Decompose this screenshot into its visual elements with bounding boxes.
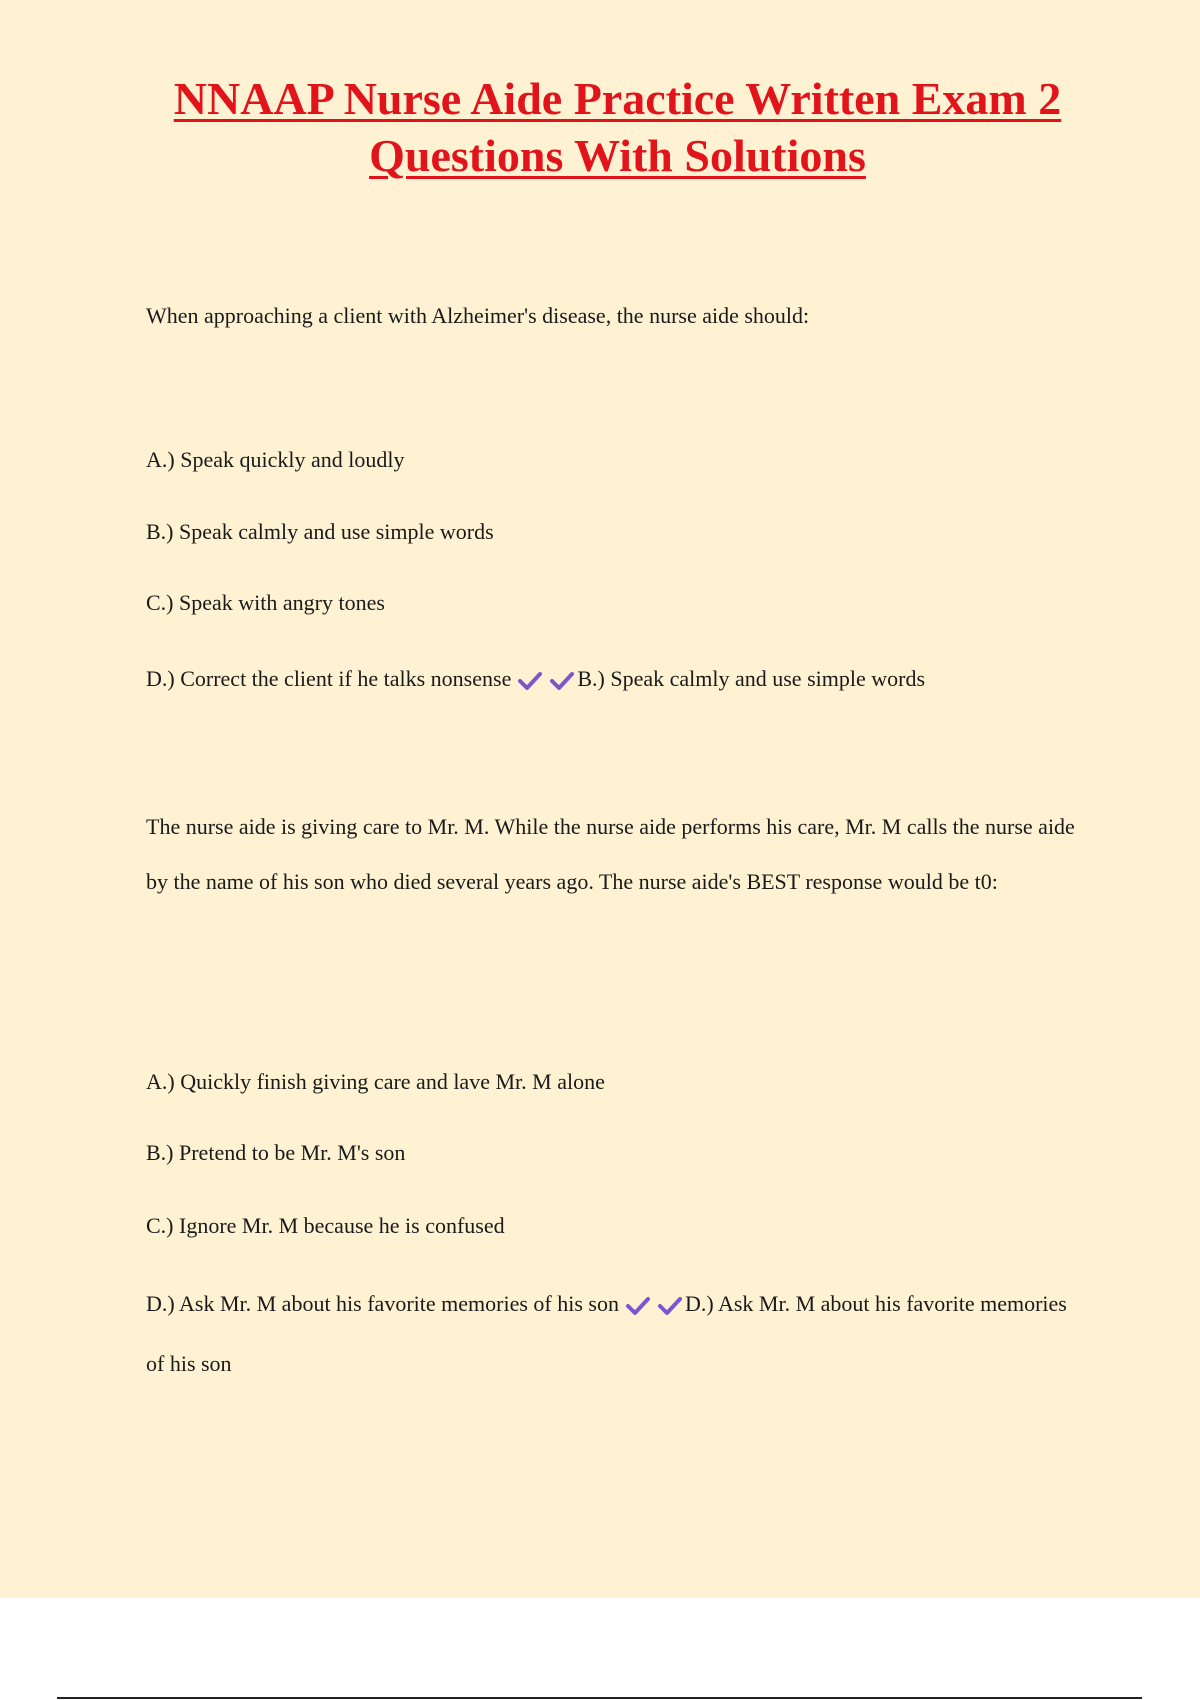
question-2-option-d-row: [146, 1274, 1076, 1394]
check-icon: [549, 671, 575, 691]
question-2-answer: D.) Ask Mr. M about his favorite memories of his son: [146, 1291, 1067, 1376]
question-1-option-c: C.) Speak with angry tones: [146, 590, 385, 615]
document-title: NNAAP Nurse Aide Practice Written Exam 2 Questions With Solutions: [173, 73, 1062, 181]
question-2-option-d: D.) Ask Mr. M about his favorite memories of his son: [146, 1291, 619, 1316]
question-2-option-a: A.) Quickly finish giving care and lave Mr. M alone: [146, 1069, 605, 1094]
check-icon: [625, 1296, 651, 1316]
question-1-option-a: A.) Speak quickly and loudly: [146, 447, 405, 472]
question-2-option-c: C.) Ignore Mr. M because he is confused: [146, 1213, 505, 1238]
question-1-prompt: When approaching a client with Alzheimer's disease, the nurse aide should:: [146, 303, 810, 328]
question-1-option-b: B.) Speak calmly and use simple words: [146, 519, 494, 544]
question-2-option-b: B.) Pretend to be Mr. M's son: [146, 1140, 406, 1165]
question-1-option-d-row: [146, 651, 1076, 706]
footer-divider: [57, 1697, 1142, 1699]
check-icon: [517, 671, 543, 691]
question-1-option-d: D.) Correct the client if he talks nonsense: [146, 666, 512, 691]
question-1-answer: B.) Speak calmly and use simple words: [577, 666, 926, 691]
check-icon: [657, 1296, 683, 1316]
question-2-prompt: The nurse aide is giving care to Mr. M. While the nurse aide performs his care, Mr. M calls the nurse aide by the name of his son who died several years ago. The nurse aide's BEST response would be t0:: [146, 814, 1075, 894]
